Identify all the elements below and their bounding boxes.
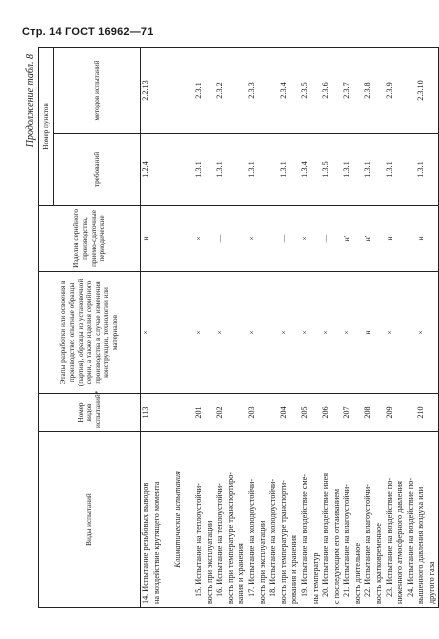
row-test-name: вость кратковременное xyxy=(374,432,385,608)
table-row xyxy=(141,48,152,608)
table-row xyxy=(332,48,343,608)
row-test-name: вость при эксплуатации xyxy=(205,432,216,608)
row-test-number: 204 xyxy=(279,394,290,432)
row-stages-mark: × xyxy=(141,272,152,394)
table-row xyxy=(311,48,322,608)
row-requirements-point xyxy=(289,134,300,206)
row-methods-point xyxy=(395,48,406,134)
row-requirements-point xyxy=(183,134,194,206)
row-requirements-point: 1.3.5 xyxy=(321,134,332,206)
table-row xyxy=(427,48,438,608)
row-test-name: 23. Испытание на воздействие по- xyxy=(385,432,396,608)
row-stages-mark xyxy=(353,272,364,394)
row-serial-mark xyxy=(183,206,194,272)
row-stages-mark: × xyxy=(247,272,258,394)
table-row xyxy=(215,48,226,608)
row-test-number xyxy=(258,394,269,432)
row-test-number: 113 xyxy=(141,394,152,432)
col-header-methods: методов испытаний xyxy=(54,48,141,134)
row-test-number: 209 xyxy=(385,394,396,432)
col-header-name: Виды испытаний xyxy=(39,432,141,608)
row-test-name: 18. Испытание на холодоустойчи- xyxy=(268,432,279,608)
row-test-name: 21. Испытание на влагоустойчи- xyxy=(342,432,353,608)
row-test-number: 207 xyxy=(342,394,353,432)
row-test-name: Климатические испытания xyxy=(173,432,184,608)
row-test-name: рования и хранения xyxy=(289,432,300,608)
row-requirements-point xyxy=(268,134,279,206)
row-requirements-point xyxy=(205,134,216,206)
row-requirements-point: 1.2.4 xyxy=(141,134,152,206)
table-row xyxy=(258,48,269,608)
row-requirements-point: 1.3.1 xyxy=(194,134,205,206)
row-stages-mark: × xyxy=(194,272,205,394)
row-requirements-point xyxy=(406,134,417,206)
row-requirements-point xyxy=(258,134,269,206)
row-test-number xyxy=(236,394,247,432)
row-serial-mark xyxy=(268,206,279,272)
table-caption: Продолжение табл. 8 xyxy=(25,54,36,148)
row-methods-point xyxy=(162,48,173,134)
row-serial-mark xyxy=(353,206,364,272)
row-serial-mark xyxy=(406,206,417,272)
row-methods-point xyxy=(258,48,269,134)
row-stages-mark xyxy=(374,272,385,394)
row-test-name: 24. Испытание на воздействие по- xyxy=(406,432,417,608)
row-methods-point xyxy=(268,48,279,134)
row-serial-mark xyxy=(395,206,406,272)
row-test-number xyxy=(289,394,300,432)
table-row xyxy=(236,48,247,608)
row-serial-mark: × xyxy=(300,206,311,272)
table-row xyxy=(406,48,417,608)
table-row xyxy=(363,48,374,608)
page-header: Стр. 14 ГОСТ 16962—71 xyxy=(22,26,154,38)
row-test-name: вышенного давления воздуха или xyxy=(416,432,427,608)
row-test-number: 202 xyxy=(215,394,226,432)
row-methods-point xyxy=(353,48,364,134)
table-row xyxy=(173,48,184,608)
row-serial-mark: н' xyxy=(363,206,374,272)
row-methods-point: 2.3.3 xyxy=(247,48,258,134)
row-test-name: вость при температуре транспортиро- xyxy=(226,432,237,608)
row-test-name xyxy=(162,432,173,608)
row-test-name: 16. Испытание на теплоустойчи- xyxy=(215,432,226,608)
row-methods-point xyxy=(311,48,322,134)
row-serial-mark xyxy=(236,206,247,272)
row-stages-mark xyxy=(289,272,300,394)
row-serial-mark xyxy=(226,206,237,272)
row-test-number: 205 xyxy=(300,394,311,432)
row-methods-point xyxy=(152,48,163,134)
row-serial-mark xyxy=(173,206,184,272)
row-stages-mark: × xyxy=(385,272,396,394)
table-row xyxy=(162,48,173,608)
table-row xyxy=(416,48,427,608)
row-methods-point xyxy=(406,48,417,134)
row-test-number xyxy=(268,394,279,432)
table-row xyxy=(374,48,385,608)
table-row xyxy=(300,48,311,608)
row-test-number xyxy=(226,394,237,432)
row-test-number xyxy=(183,394,194,432)
table-row xyxy=(268,48,279,608)
col-header-req: требований xyxy=(54,134,141,206)
row-methods-point: 2.3.5 xyxy=(300,48,311,134)
row-requirements-point: 1.3.1 xyxy=(363,134,374,206)
row-test-number xyxy=(152,394,163,432)
row-test-number xyxy=(374,394,385,432)
row-methods-point xyxy=(183,48,194,134)
row-stages-mark xyxy=(236,272,247,394)
row-test-number xyxy=(353,394,364,432)
row-requirements-point: 1.3.1 xyxy=(416,134,427,206)
row-test-number: 206 xyxy=(321,394,332,432)
row-stages-mark xyxy=(406,272,417,394)
table-row xyxy=(194,48,205,608)
col-header-points: Номер пунктов xyxy=(39,48,54,206)
row-serial-mark: — xyxy=(215,206,226,272)
row-stages-mark xyxy=(268,272,279,394)
row-requirements-point xyxy=(374,134,385,206)
row-stages-mark xyxy=(332,272,343,394)
row-methods-point xyxy=(374,48,385,134)
row-requirements-point: 1.3.1 xyxy=(342,134,353,206)
table-row xyxy=(342,48,353,608)
row-test-name: 19. Испытание на воздействие сме- xyxy=(300,432,311,608)
row-test-number xyxy=(311,394,322,432)
row-requirements-point xyxy=(162,134,173,206)
row-serial-mark: н xyxy=(141,206,152,272)
row-serial-mark: н' xyxy=(342,206,353,272)
row-test-name: вость при эксплуатации xyxy=(258,432,269,608)
table-row xyxy=(353,48,364,608)
row-serial-mark xyxy=(205,206,216,272)
row-test-number xyxy=(406,394,417,432)
row-methods-point: 2.3.4 xyxy=(279,48,290,134)
row-requirements-point xyxy=(173,134,184,206)
row-methods-point: 2.3.7 xyxy=(342,48,353,134)
row-requirements-point: 1.3.4 xyxy=(300,134,311,206)
row-stages-mark: × xyxy=(416,272,427,394)
row-serial-mark: × xyxy=(194,206,205,272)
row-test-name: вания и хранения xyxy=(236,432,247,608)
row-test-number xyxy=(427,394,438,432)
row-stages-mark xyxy=(173,272,184,394)
row-test-name: с последующим его оттаиванием xyxy=(332,432,343,608)
row-methods-point: 2.3.10 xyxy=(416,48,427,134)
row-methods-point: 2.3.2 xyxy=(215,48,226,134)
row-test-name: другого газа xyxy=(427,432,438,608)
row-requirements-point: 1.3.1 xyxy=(247,134,258,206)
row-requirements-point xyxy=(395,134,406,206)
row-methods-point: 2.2.13 xyxy=(141,48,152,134)
row-stages-mark: × xyxy=(300,272,311,394)
row-methods-point: 2.3.1 xyxy=(194,48,205,134)
row-methods-point xyxy=(205,48,216,134)
tests-table xyxy=(38,47,439,608)
col-header-stages: Этапы разработки или освоения в производстве: опытные образцы (партия), образцы из установочной серии, а также изделия серийного производства в случае изменения конструкции, технологии или материалов xyxy=(39,272,141,394)
row-stages-mark: × xyxy=(342,272,353,394)
row-requirements-point xyxy=(236,134,247,206)
table-row xyxy=(226,48,237,608)
row-test-name: 17. Испытание на холодоустойчи- xyxy=(247,432,258,608)
row-test-name: 20. Испытание на воздействие инея xyxy=(321,432,332,608)
row-serial-mark: н xyxy=(416,206,427,272)
row-methods-point: 2.3.9 xyxy=(385,48,396,134)
row-methods-point xyxy=(289,48,300,134)
row-requirements-point xyxy=(152,134,163,206)
row-test-number xyxy=(332,394,343,432)
row-stages-mark xyxy=(427,272,438,394)
row-requirements-point: 1.3.1 xyxy=(279,134,290,206)
row-test-name: ны температур xyxy=(311,432,322,608)
row-test-name: вость при температуре транспорти- xyxy=(279,432,290,608)
row-test-name: 14. Испытание резьбовых выводов xyxy=(141,432,152,608)
row-serial-mark: — xyxy=(279,206,290,272)
row-test-name: 15. Испытание на теплоустойчи- xyxy=(194,432,205,608)
row-test-number: 201 xyxy=(194,394,205,432)
row-serial-mark xyxy=(311,206,322,272)
row-requirements-point xyxy=(353,134,364,206)
row-methods-point: 2.3.6 xyxy=(321,48,332,134)
col-header-num: Номер видов испытаний* xyxy=(39,394,141,432)
row-stages-mark xyxy=(226,272,237,394)
row-test-number: 208 xyxy=(363,394,374,432)
row-serial-mark xyxy=(332,206,343,272)
row-methods-point xyxy=(236,48,247,134)
row-test-number: 210 xyxy=(416,394,427,432)
row-requirements-point xyxy=(332,134,343,206)
row-test-number xyxy=(205,394,216,432)
table-row xyxy=(321,48,332,608)
col-header-serial: Изделия серийного производства, приемо-сдаточные периодические xyxy=(39,206,141,272)
row-serial-mark xyxy=(258,206,269,272)
row-serial-mark xyxy=(162,206,173,272)
row-serial-mark: × xyxy=(247,206,258,272)
row-stages-mark xyxy=(205,272,216,394)
row-requirements-point: 1.3.1 xyxy=(215,134,226,206)
row-methods-point: 2.3.8 xyxy=(363,48,374,134)
table-row xyxy=(152,48,163,608)
row-stages-mark: × xyxy=(279,272,290,394)
table-row xyxy=(395,48,406,608)
row-test-name: 22. Испытание на влагоустойчи- xyxy=(363,432,374,608)
row-stages-mark xyxy=(311,272,322,394)
row-serial-mark xyxy=(374,206,385,272)
row-test-number: 203 xyxy=(247,394,258,432)
row-methods-point xyxy=(427,48,438,134)
row-requirements-point xyxy=(311,134,322,206)
row-stages-mark: × xyxy=(321,272,332,394)
row-stages-mark: × xyxy=(215,272,226,394)
row-requirements-point: 1.3.1 xyxy=(385,134,396,206)
row-test-name xyxy=(183,432,194,608)
rotated-table-block xyxy=(24,48,437,608)
table-row xyxy=(279,48,290,608)
row-serial-mark xyxy=(289,206,300,272)
row-stages-mark xyxy=(162,272,173,394)
row-test-name: вость длительное xyxy=(353,432,364,608)
row-requirements-point xyxy=(427,134,438,206)
row-serial-mark: н xyxy=(385,206,396,272)
row-requirements-point xyxy=(226,134,237,206)
table-row xyxy=(183,48,194,608)
table-row xyxy=(205,48,216,608)
row-methods-point xyxy=(332,48,343,134)
row-test-number xyxy=(162,394,173,432)
row-stages-mark xyxy=(395,272,406,394)
row-test-number xyxy=(395,394,406,432)
table-row xyxy=(247,48,258,608)
table-row xyxy=(385,48,396,608)
row-methods-point xyxy=(226,48,237,134)
row-test-number xyxy=(173,394,184,432)
row-test-name: ниженного атмосферного давления xyxy=(395,432,406,608)
row-stages-mark xyxy=(258,272,269,394)
row-serial-mark: — xyxy=(321,206,332,272)
table-body xyxy=(141,48,439,608)
row-stages-mark xyxy=(152,272,163,394)
row-serial-mark xyxy=(152,206,163,272)
row-methods-point xyxy=(173,48,184,134)
row-serial-mark xyxy=(427,206,438,272)
row-test-name: на воздействие крутящего момента xyxy=(152,432,163,608)
row-stages-mark: н xyxy=(363,272,374,394)
table-row xyxy=(289,48,300,608)
row-stages-mark xyxy=(183,272,194,394)
